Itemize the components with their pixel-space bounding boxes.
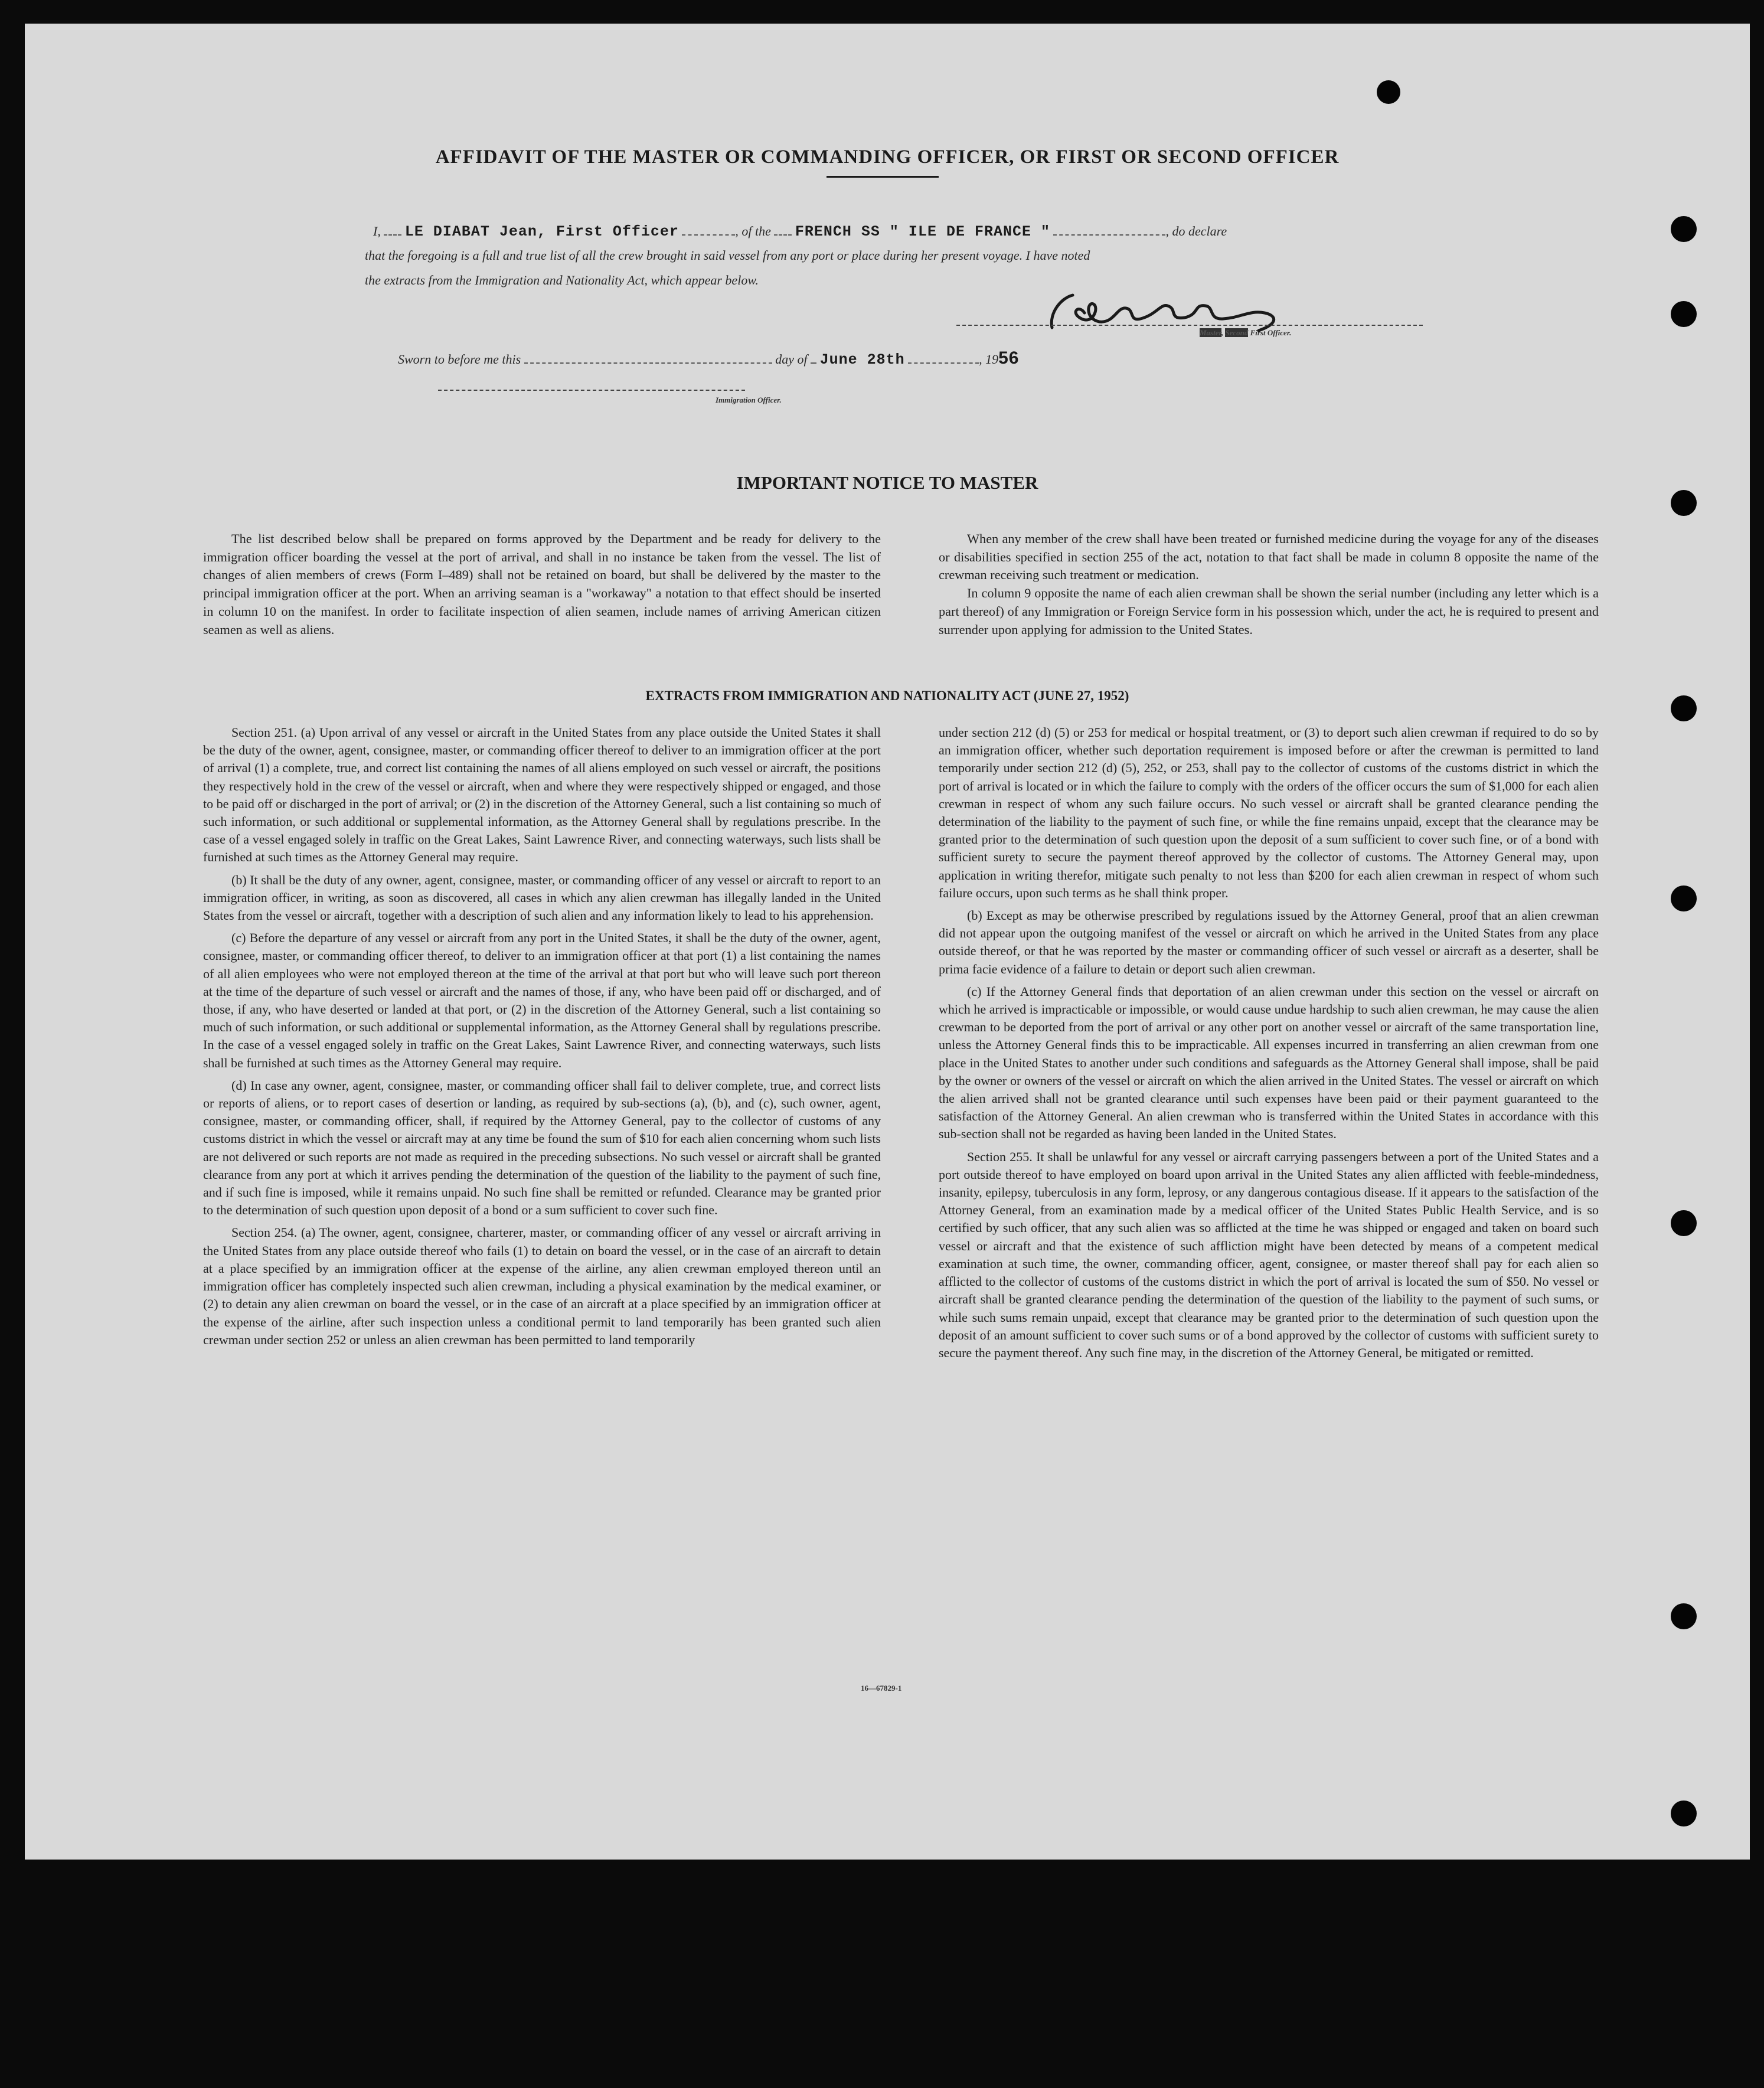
punch-hole: [1377, 80, 1400, 104]
section-254a-continued: under section 212 (d) (5) or 253 for medical or hospital treatment, or (3) to deport such alien crewman if required to do so by an immigration officer, whether such deportation requirement is imposed before or after the crewman is permitted to land temporarily under section 212 (d) (5), 252, or 253, shall pay to the collector of customs of the customs district in which the port of arrival is located or in which the failure to comply with the orders of the officer occurs the sum of $1,000 for each alien crewman in respect of whom any such failure occurs. No such vessel or aircraft shall be granted clearance pending the determination of the liability to the payment of such fine, or while the fine remains unpaid, except that the clearance may be granted prior to the determination of such question upon the deposit of a sum sufficient to cover such fine, or of a bond with sufficient surety to secure the payment thereof approved by the collector of customs. The Attorney General may, upon application in writing therefor, mitigate such penalty to not less than $200 for each alien crewman in respect of whom such failure occurs, upon such terms as he shall think proper.: [939, 725, 1599, 900]
year-prefix: , 19: [979, 352, 999, 367]
day-of-label: day of: [775, 352, 808, 367]
document-title: AFFIDAVIT OF THE MASTER OR COMMANDING OFFICER, OR FIRST OR SECOND OFFICER: [435, 146, 1340, 168]
notice-heading: IMPORTANT NOTICE TO MASTER: [736, 472, 1038, 493]
notice-right-column: [939, 530, 1599, 639]
notice-left-column: [203, 530, 881, 639]
do-declare-label: , do declare: [1165, 224, 1227, 238]
section-255: Section 255. It shall be unlawful for any vessel or aircraft carrying passengers between a port of the United States and a port outside thereof to have employed on board upon arrival in the United States any alien afflicted with feeble-mindedness, insanity, epilepsy, tuberculosis in any form, leprosy, or any dangerous contagious disease. If it appears to the satisfaction of the Attorney General, from an examination made by a medical officer of the United States Public Health Service, and is so certified by such officer, that any such alien was so afflicted at the time he was shipped or engaged and taken on board such vessel or aircraft and that the existence of such affliction might have been detected by means of a competent medical examination at such time, the owner, commanding officer, agent, consignee, or master thereof shall pay for each alien so afflicted to the collector of customs of the customs district in which the port of arrival is located the sum of $50. No vessel or aircraft shall be granted clearance pending the determination of the question of the liability to the payment of such sums, or while such sums remain unpaid, except that clearance may be granted prior to the determination of such question upon the deposit of an amount sufficient to cover such sums or of a bond approved by the collector of customs with sufficient surety to secure the payment thereof. Any such fine may, in the discretion of the Attorney General, be mitigated or remitted.: [939, 1149, 1599, 1360]
sworn-date: June 28th: [819, 351, 905, 368]
notice-right-paragraph-1: When any member of the crew shall have been treated or furnished medicine during the voyage for any of the diseases or disabilities specified in section 255 of the act, notation to that fact shall be made in column 8 opposite the name of the crewman receiving such treatment or medication.: [939, 531, 1599, 583]
section-251d: (d) In case any owner, agent, consignee, master, or commanding officer shall fail to deliver complete, true, and correct lists or reports of aliens, or to report cases of desertion or landing, as required by sub-sections (a), (b), and (c), such owner, agent, consignee, master, or commanding officer, shall, if required by the Attorney General, pay to the collector of customs of any customs district in which the vessel or aircraft may at any time be found the sum of $10 for each alien concerning whom such lists are not delivered or such reports are not made as required in the preceding subsections. No such vessel or aircraft shall be granted clearance from any port at which it arrives pending the determination of the question of the liability to the payment of such fine, and if such fine is imposed, while it remains unpaid. No such fine shall be remitted or refunded. Clearance may be granted prior to the determination of such question upon deposit of a bond or a sum sufficient to cover such fine.: [203, 1077, 881, 1218]
sworn-label: Sworn to before me this: [398, 352, 521, 367]
form-code: 16—67829-1: [861, 1684, 902, 1692]
sworn-line: [398, 348, 1019, 368]
declaration-line-3: the extracts from the Immigration and Nationality Act, which appear below.: [365, 273, 759, 287]
vessel-name: FRENCH SS " ILE DE FRANCE ": [795, 223, 1050, 240]
title-rule: [827, 176, 939, 178]
punch-hole: [1671, 885, 1697, 911]
section-254b: (b) Except as may be otherwise prescribed by regulations issued by the Attorney General, proof that an alien crewman did not appear upon the outgoing manifest of the vessel or aircraft on which he arrived in the United States from any place outside thereof, or that he was reported by the master or commanding officer of such vessel or aircraft as a deserter, shall be prima facie evidence of a failure to detain or deport such alien crewman.: [939, 908, 1599, 976]
section-251c: (c) Before the departure of any vessel or aircraft from any port in the United States, it shall be the duty of the owner, agent, consignee, master, or commanding officer thereof, to deliver to an immigration officer at that port (1) a list containing the names of all alien employees who were not employed thereon at the time of the arrival at that port but who will leave such port thereon at the time of the departure of such vessel or aircraft and the names of those, if any, who have been paid off or discharged, and of those, if any, who have deserted or landed at that port, or (2) in the discretion of the Attorney General, such a list containing so much of such information, or such additional or supplemental information, as the Attorney General shall by regulations prescribe. In the case of a vessel engaged solely in traffic on the Great Lakes, Saint Lawrence River, and connecting waterways, such lists shall be furnished at such times as the Attorney General may require.: [203, 930, 881, 1070]
declaration-line-2: that the foregoing is a full and true list of all the crew brought in said vessel from any port or place during her present voyage. I have noted: [365, 248, 1090, 263]
punch-hole: [1671, 490, 1697, 516]
struck-caption-second: Second: [1225, 328, 1249, 337]
punch-hole: [1671, 301, 1697, 327]
declaration-line: [373, 223, 1227, 240]
sworn-year: 56: [998, 348, 1020, 368]
immigration-officer-line: [438, 388, 745, 391]
officer-name: LE DIABAT Jean, First Officer: [404, 223, 679, 240]
first-officer-caption: First Officer.: [1250, 328, 1292, 337]
extracts-heading: EXTRACTS FROM IMMIGRATION AND NATIONALITY ACT (JUNE 27, 1952): [645, 688, 1129, 703]
declaration-i: I,: [373, 224, 381, 238]
officer-caption: Master, Second First Officer.: [1200, 328, 1292, 337]
punch-hole: [1671, 1801, 1697, 1826]
extracts-right-column: [939, 724, 1599, 1362]
document-page: [25, 24, 1750, 1860]
of-the-label: , of the: [735, 224, 771, 238]
punch-hole: [1671, 1603, 1697, 1629]
section-254a: Section 254. (a) The owner, agent, consignee, charterer, master, or commanding officer of any vessel or aircraft arriving in the United States from any place outside thereof who fails (1) to detain on board the vessel, or in the case of an aircraft to detain at a place specified by an immigration officer at the expense of the airline, any alien crewman employed thereon until an immigration officer has completely inspected such alien crewman, including a physical examination by the medical examiner, or (2) to detain any alien crewman on board the vessel, or in the case of an aircraft at a place specified by an immigration officer at the expense of the airline, after such inspection unless a conditional permit to land temporarily has been granted such alien crewman under section 252 or unless an alien crewman has been permitted to land temporarily: [203, 1225, 881, 1347]
section-251a: Section 251. (a) Upon arrival of any vessel or aircraft in the United States from any place outside the United States it shall be the duty of the owner, agent, consignee, master, or commanding officer thereof to deliver to an immigration officer at the port of arrival (1) a complete, true, and correct list containing the names of all aliens employed on such vessel or aircraft, the positions they respectively hold in the crew of the vessel or aircraft, when and where they were respectively shipped or engaged, and those to be paid off or discharged in the port of arrival; or (2) in the discretion of the Attorney General, such a list containing so much of such information, or such additional or supplemental information, as the Attorney General shall by regulations prescribe. In the case of a vessel engaged solely in traffic on the Great Lakes, Saint Lawrence River, and connecting waterways, such lists shall be furnished at such times as the Attorney General may require.: [203, 725, 881, 865]
punch-hole: [1671, 1210, 1697, 1236]
struck-caption-master: Master: [1200, 328, 1221, 337]
notice-left-paragraph: The list described below shall be prepared on forms approved by the Department and be ready for delivery to the immigration officer boarding the vessel at the port of arrival, and shall in no instance be taken from the vessel. The list of changes of alien members of crews (Form I–489) shall not be retained on board, but shall be delivered by the master to the principal immigration officer at the port. When an arriving seaman is a "workaway" a notation to that effect should be inserted in column 10 on the manifest. In order to facilitate inspection of alien seamen, include names of arriving American citizen seamen as well as aliens.: [203, 531, 881, 637]
notice-right-paragraph-2: In column 9 opposite the name of each alien crewman shall be shown the serial number (including any letter which is a part thereof) of any Immigration or Foreign Service form in his possession which, under the act, he is required to present and surrender upon applying for admission to the United States.: [939, 586, 1599, 637]
section-254c: (c) If the Attorney General finds that deportation of an alien crewman under this section on the vessel or aircraft on which he arrived is impracticable or impossible, or would cause undue hardship to such alien crewman, he may cause the alien crewman to be deported from the port of arrival or any other port on another vessel or aircraft of the same transportation line, unless the Attorney General finds this to be impracticable. All expenses incurred in transferring an alien crewman from one place in the United States to another under such conditions and safeguards as the Attorney General shall impose, shall be paid by the owner or owners of the vessel or aircraft on which the alien arrived in the United States. The vessel or aircraft on which the alien arrived shall not be granted clearance until such expenses have been paid or their payment guaranteed to the satisfaction of the Attorney General. An alien crewman who is transferred within the United States in accordance with this sub-section shall not be regarded as having been landed in the United States.: [939, 983, 1599, 1142]
signature-line: [956, 324, 1423, 326]
punch-hole: [1671, 216, 1697, 242]
extracts-left-column: [203, 724, 881, 1349]
immigration-officer-caption: Immigration Officer.: [716, 396, 782, 404]
section-251b: (b) It shall be the duty of any owner, agent, consignee, master, or commanding officer of any vessel or aircraft to report to an immigration officer, in writing, as soon as discovered, all cases in which any alien crewman has illegally landed in the United States from the vessel or aircraft, together with a description of such alien and any information likely to lead to his apprehension.: [203, 872, 881, 923]
